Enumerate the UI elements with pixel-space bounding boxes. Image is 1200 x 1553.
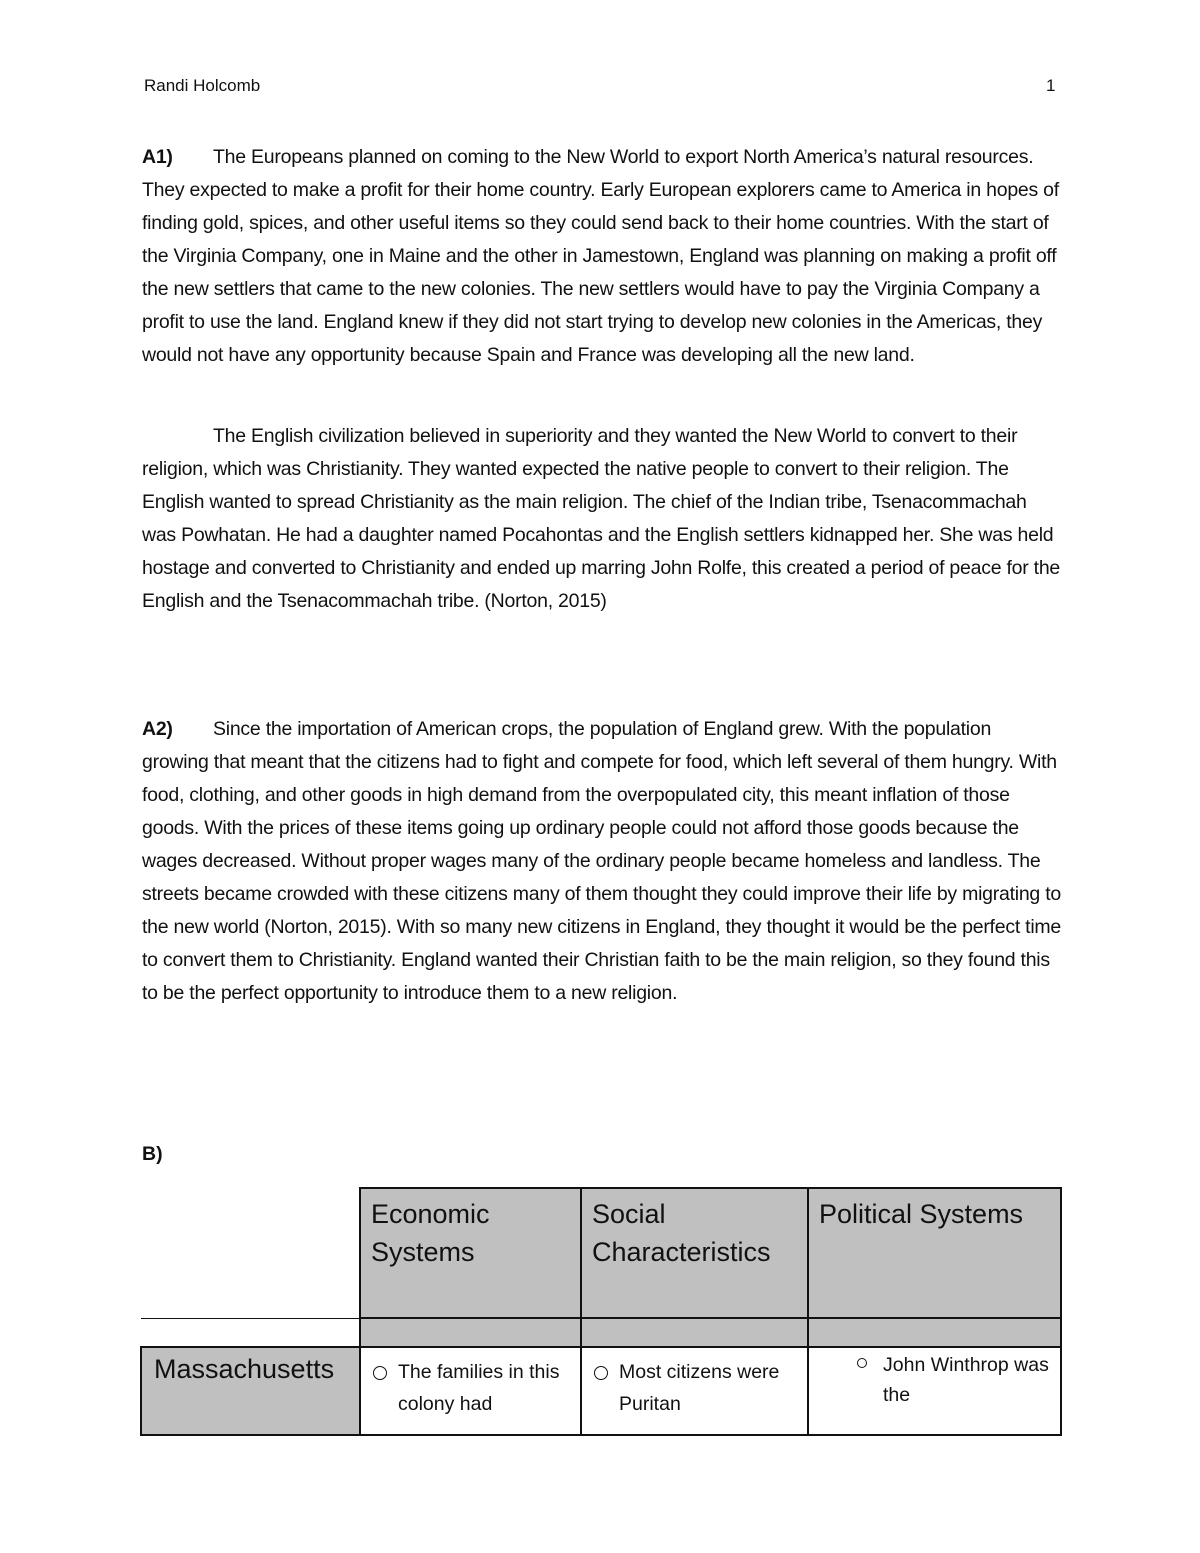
section-a1 xyxy=(142,141,1062,372)
a2-paragraph xyxy=(142,713,1062,1010)
colony-comparison-table xyxy=(140,1187,1062,1436)
cell-economic xyxy=(360,1347,581,1435)
b-label: B) xyxy=(142,1143,163,1165)
column-header-economic: Economic Systems xyxy=(360,1188,581,1318)
cell-social xyxy=(581,1347,808,1435)
a2-paragraph-text: Since the importation of American crops, the population of England grew. With the population growing that meant that the citizens had to fight and compete for food, which left several of them hungry. With food, clothing, and other goods in high demand from the overpopulated city, this meant inflation of those goods. With the prices of these items going up ordinary people could not afford those goods because the wages decreased. Without proper wages many of the ordinary people became homeless and landless. The streets became crowded with these citizens many of them thought they could improve their life by migrating to the new world (Norton, 2015). With so many new citizens in England, they thought it would be the perfect time to convert them to Christianity. England wanted their Christian faith to be the main religion, so they found this to be the perfect opportunity to introduce them to a new religion. xyxy=(142,718,1061,1004)
list-item xyxy=(594,1356,797,1420)
a1-paragraph-1 xyxy=(142,141,1062,372)
cell-political xyxy=(808,1347,1061,1435)
a1-label: A1) xyxy=(142,146,173,168)
table-row xyxy=(141,1347,1061,1435)
table-spacer-row xyxy=(141,1318,1061,1347)
page-number: 1 xyxy=(1046,76,1056,95)
section-a1-continued xyxy=(142,420,1062,618)
cell-economic-text: The families in this colony had xyxy=(398,1361,560,1415)
hollow-bullet-icon xyxy=(594,1366,608,1380)
table-spacer-cell xyxy=(581,1318,808,1347)
list-item xyxy=(821,1350,1050,1410)
hollow-bullet-icon xyxy=(857,1358,867,1368)
a1-paragraph-1-text: The Europeans planned on coming to the New World to export North America’s natural resources. They expected to make a profit for their home country. Early European explorers came to America in hopes of finding gold, spices, and other useful items so they could send back to their home countries. With the start of the Virginia Company, one in Maine and the other in Jamestown, England was planning on making a profit off the new settlers that came to the new colonies. The new settlers would have to pay the Virginia Company a profit to use the land. England knew if they did not start trying to develop new colonies in the Americas, they would not have any opportunity because Spain and France was developing all the new land. xyxy=(142,146,1059,366)
section-a2 xyxy=(142,713,1062,1010)
row-header-massachusetts: Massachusetts xyxy=(141,1347,360,1435)
column-header-political: Political Systems xyxy=(808,1188,1061,1318)
table-corner-cell xyxy=(141,1188,360,1318)
table-spacer-cell xyxy=(808,1318,1061,1347)
hollow-bullet-icon xyxy=(373,1366,387,1380)
table-spacer-empty xyxy=(141,1318,360,1347)
table-spacer-cell xyxy=(360,1318,581,1347)
list-item xyxy=(373,1356,570,1420)
header-author: Randi Holcomb xyxy=(144,76,261,95)
cell-social-text: Most citizens were Puritan xyxy=(619,1361,780,1415)
column-header-social: Social Characteristics xyxy=(581,1188,808,1318)
table-header-row xyxy=(141,1188,1061,1318)
a1-paragraph-2: The English civilization believed in superiority and they wanted the New World to convert to their religion, which was Christianity. They wanted expected the native people to convert to their religion. The English wanted to spread Christianity as the main religion. The chief of the Indian tribe, Tsenacommachah was Powhatan. He had a daughter named Pocahontas and the English settlers kidnapped her. She was held hostage and converted to Christianity and ended up marring John Rolfe, this created a period of peace for the English and the Tsenacommachah tribe. (Norton, 2015) xyxy=(142,425,1061,612)
a2-label: A2) xyxy=(142,718,173,740)
cell-political-text: John Winthrop was the xyxy=(883,1354,1049,1406)
